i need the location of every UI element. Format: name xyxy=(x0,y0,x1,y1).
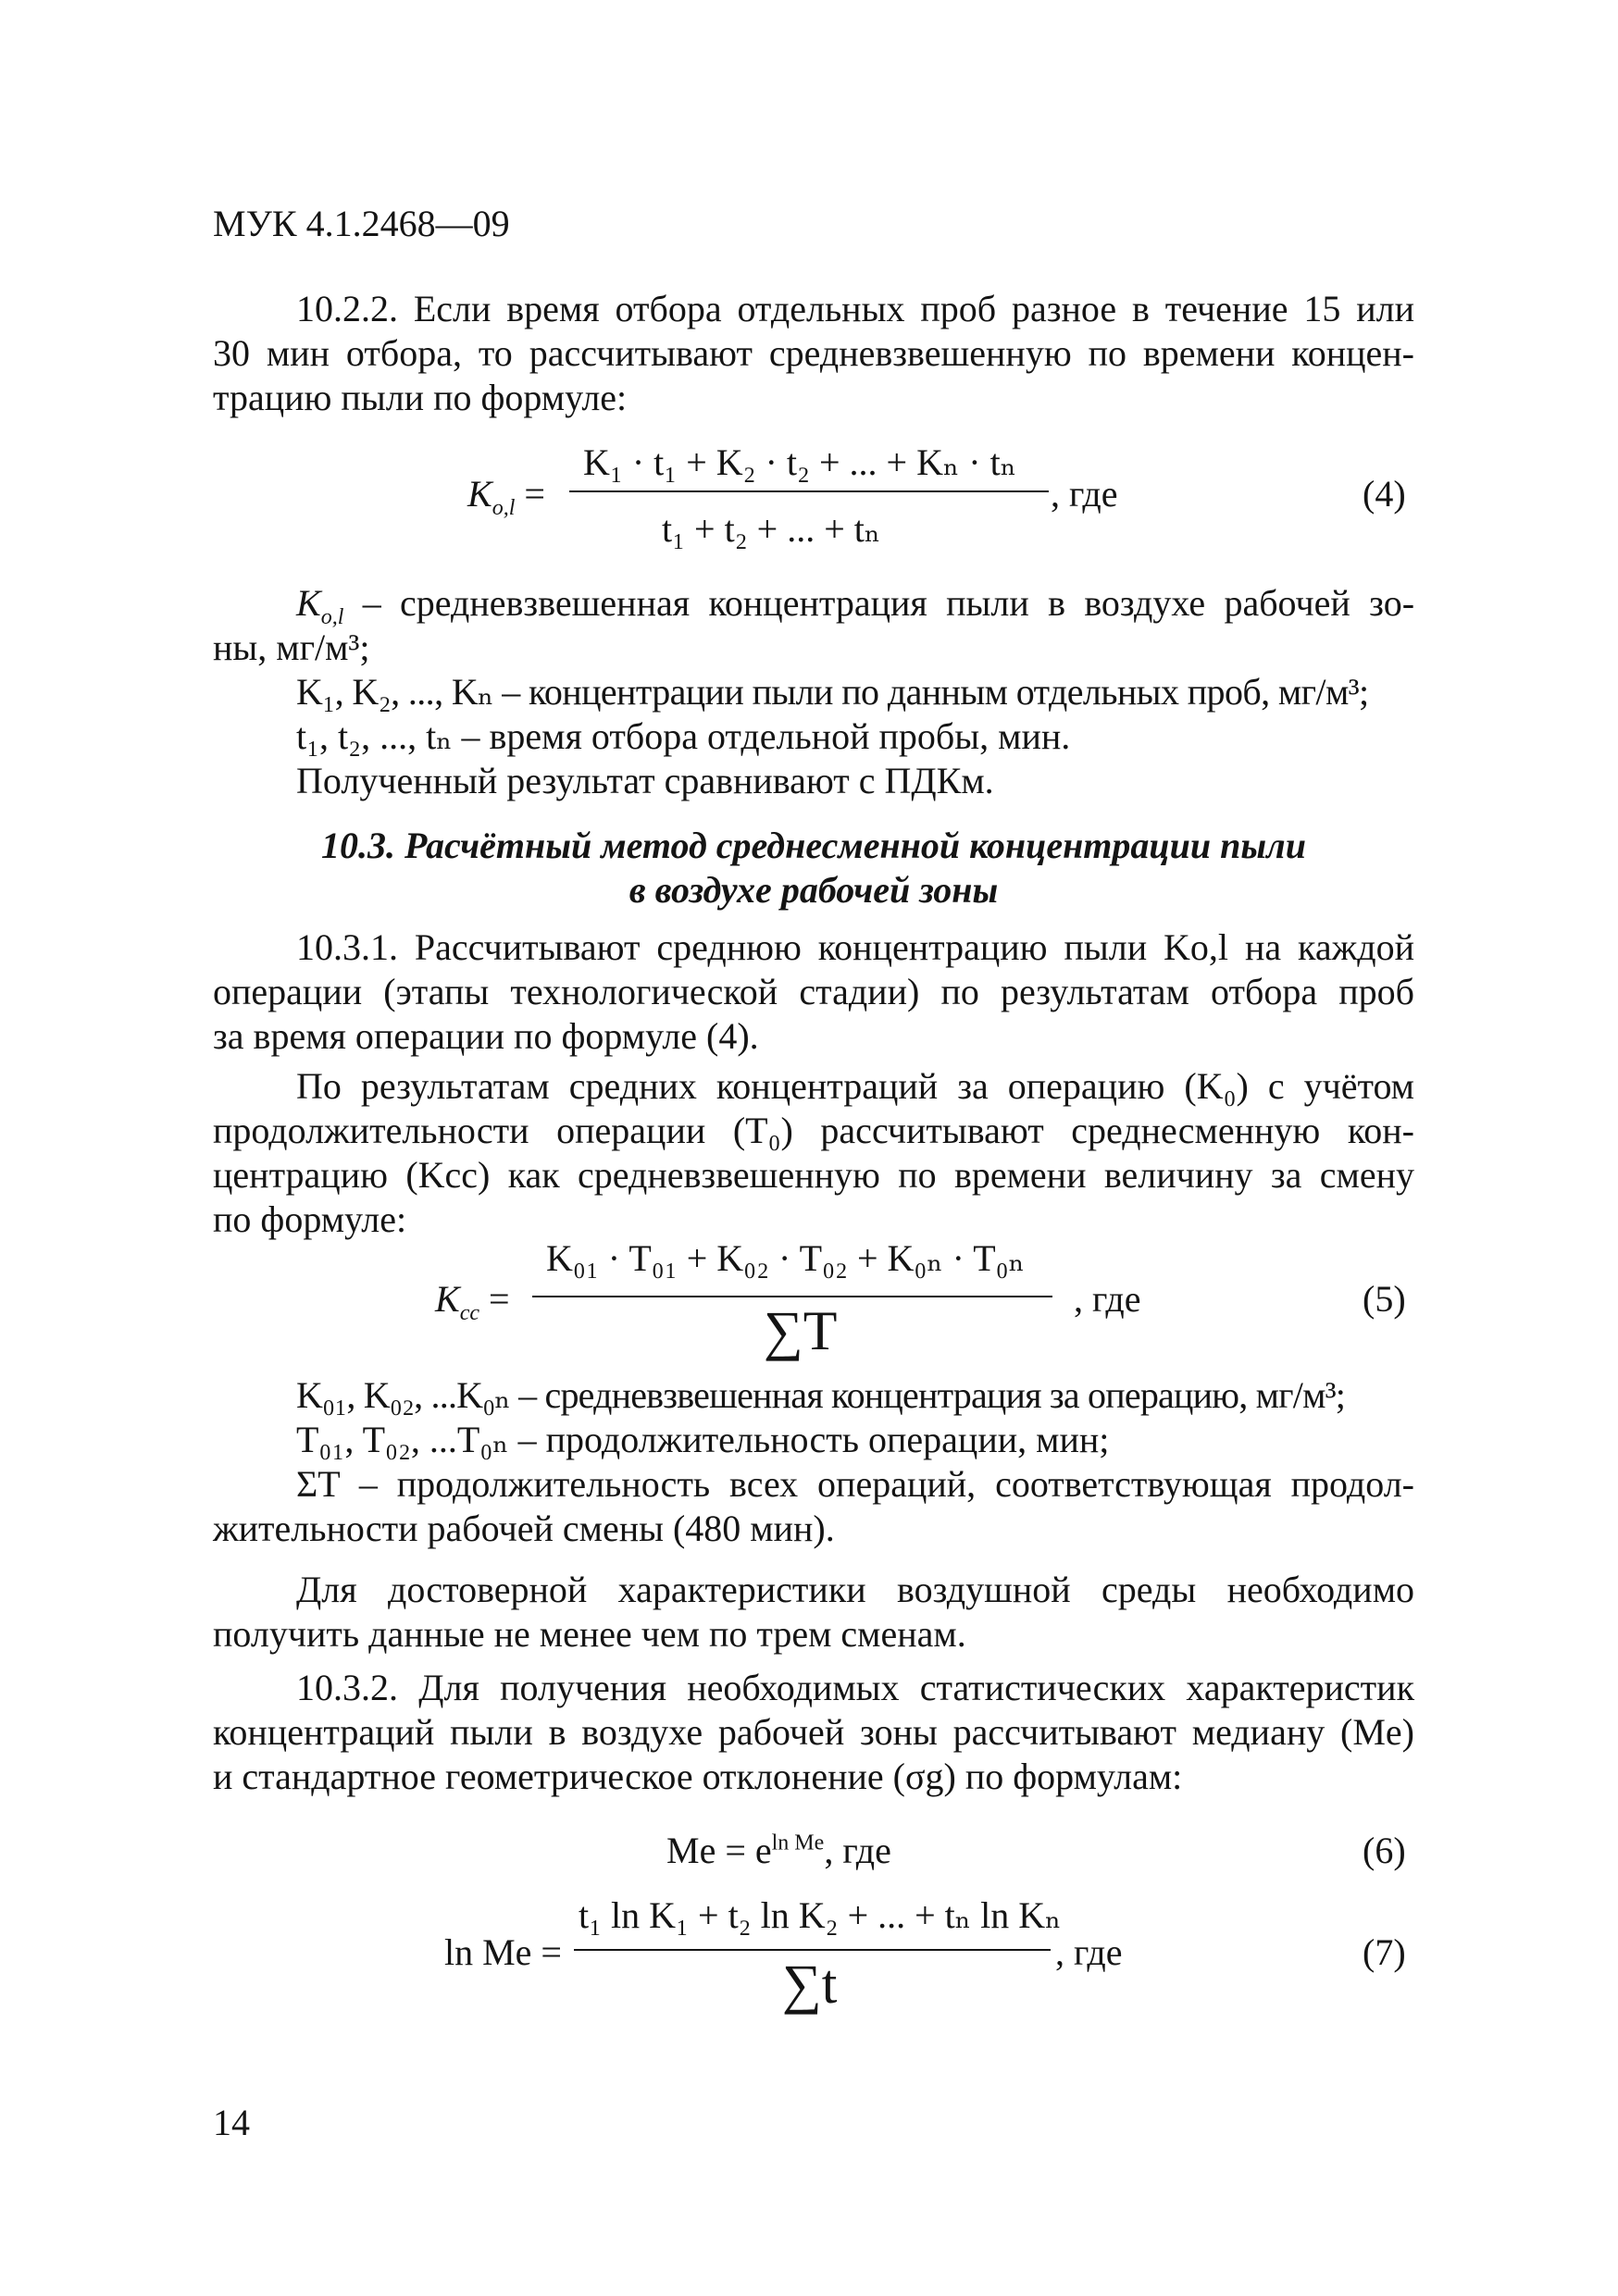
formula-5-where: , где xyxy=(1074,1278,1141,1320)
definition-line: Полученный результат сравнивают с ПДКм. xyxy=(296,760,994,801)
paragraph-line: 30 мин отбора, то рассчитывают средневзвешенную по времени концен- xyxy=(213,332,1414,374)
definition-line: ΣT – продолжительность всех операций, соответствующая продол- xyxy=(296,1463,1414,1505)
formula-5-numerator: K₀₁ · T₀₁ + K₀₂ · T₀₂ + K₀ₙ · T₀ₙ xyxy=(546,1237,1025,1279)
paragraph-line: центрацию (Kсс) как средневзвешенную по времени величину за смену xyxy=(213,1154,1414,1196)
definition-line: ны, мг/м³; xyxy=(213,627,370,668)
formula-5-lhs: $K_{cc}$ = xyxy=(435,1278,510,1325)
section-heading: в воздухе рабочей зоны xyxy=(629,869,999,911)
paragraph-line: операции (этапы технологической стадии) по результатам отбора проб xyxy=(213,971,1414,1012)
definition-line: T₀₁, T₀₂, ...T₀ₙ – продолжительность операции, мин; xyxy=(296,1419,1110,1460)
definition-line: жительности рабочей смены (480 мин). xyxy=(213,1508,835,1549)
definition-line: K₁, K₂, ..., Kₙ – концентрации пыли по данным отдельных проб, мг/м³; xyxy=(296,671,1369,713)
paragraph-line: 10.2.2. Если время отбора отдельных проб разное в течение 15 или xyxy=(296,288,1414,329)
formula-7-numerator: t₁ ln K₁ + t₂ ln K₂ + ... + tₙ ln Kₙ xyxy=(579,1894,1062,1936)
formula-7-denominator: ∑t xyxy=(782,1954,838,2015)
equation-number-4: (4) xyxy=(1363,473,1406,515)
paragraph-line: и стандартное геометрическое отклонение (σg) по формулам: xyxy=(213,1756,1183,1797)
formula-7-lhs: ln Me = xyxy=(444,1931,562,1973)
equation-number-6: (6) xyxy=(1363,1830,1406,1871)
formula-6: $Me = e^{ln Me}$, где xyxy=(666,1830,891,1871)
formula-7-where: , где xyxy=(1055,1931,1123,1973)
paragraph-line: по формуле: xyxy=(213,1198,407,1240)
paragraph-line: 10.3.2. Для получения необходимых статистических характеристик xyxy=(296,1667,1414,1708)
section-heading: 10.3. Расчётный метод среднесменной концентрации пыли xyxy=(321,825,1306,866)
definition-line: K₀₁, K₀₂, ...K₀ₙ – средневзвешенная концентрация за операцию, мг/м³; xyxy=(296,1374,1346,1416)
formula-4-lhs: $K_{o,l}$ = xyxy=(467,473,545,520)
paragraph-line: По результатам средних концентраций за операцию (K₀) с учётом xyxy=(296,1065,1414,1107)
formula-4-denominator: t₁ + t₂ + ... + tₙ xyxy=(662,508,881,550)
paragraph-line: 10.3.1. Рассчитывают среднюю концентрацию пыли Ko,l на каждой xyxy=(296,926,1414,968)
equation-number-5: (5) xyxy=(1363,1278,1406,1320)
paragraph-line: Для достоверной характеристики воздушной среды необходимо xyxy=(296,1569,1414,1610)
formula-5-fraction-bar xyxy=(532,1296,1052,1297)
page-number: 14 xyxy=(213,2102,250,2143)
formula-5-denominator: ∑T xyxy=(764,1300,838,1361)
definition-line: t₁, t₂, ..., tₙ – время отбора отдельной пробы, мин. xyxy=(296,715,1071,757)
definition-line: $K_{o,l}$ – средневзвешенная концентрация пыли в воздухе рабочей зо- xyxy=(296,582,1415,629)
paragraph-line: трацию пыли по формуле: xyxy=(213,377,628,418)
document-header: МУК 4.1.2468—09 xyxy=(213,203,510,244)
paragraph-line: получить данные не менее чем по трем сменам. xyxy=(213,1613,966,1655)
formula-4-fraction-bar xyxy=(569,490,1049,492)
equation-number-7: (7) xyxy=(1363,1931,1406,1973)
formula-4-numerator: K₁ · t₁ + K₂ · t₂ + ... + Kₙ · tₙ xyxy=(583,441,1017,483)
paragraph-line: продолжительности операции (T₀) рассчитывают среднесменную кон- xyxy=(213,1110,1414,1151)
paragraph-line: за время операции по формуле (4). xyxy=(213,1015,759,1057)
formula-4-where: , где xyxy=(1051,473,1118,515)
formula-7-fraction-bar xyxy=(574,1949,1051,1951)
paragraph-line: концентраций пыли в воздухе рабочей зоны рассчитывают медиану (Me) xyxy=(213,1711,1414,1753)
